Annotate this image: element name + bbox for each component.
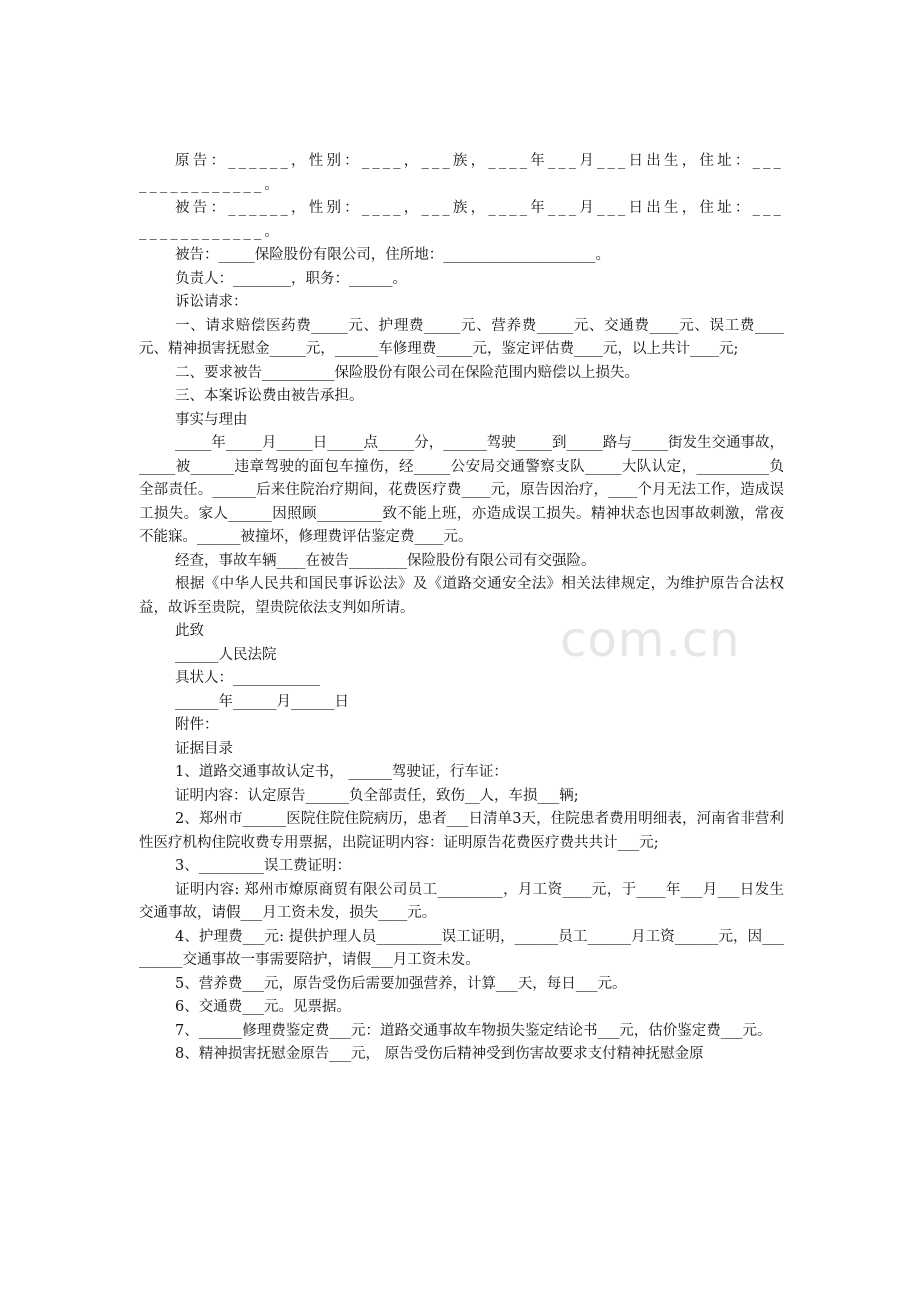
facts-body: _____年_____月_____日_____点_____分，______驾驶_____到_____路与_____街发生交通事故，_____被______违章驾驶的面包车撞伤，经_____公安局交通警察支队_____大队认定，__________负全部责任。______后来住院治疗期间，花费医疗费____元，原告因治疗，____个月无法工作，造成误工损失。家人______因照顾_________致不能上班，亦造成误工损失。精神状态也因事故刺激，常夜不能寐。______被撞坏，修理费评估鉴定费____元。 (139, 435, 784, 545)
watermark: com.cn (560, 612, 741, 668)
claim-3: 三、本案诉讼费由被告承担。 (175, 388, 364, 404)
legal-basis: 根据《中华人民共和国民事诉讼法》及《道路交通安全法》相关法律规定，为维护原告合法权益，故诉至贵院，望贵院依法支判如所请。 (139, 576, 784, 616)
responsible-person: 负责人：________，职务：______。 (175, 270, 407, 287)
evidence-item-8: 8、精神损害抚慰金原告___元， 原告受伤后精神受到伤害故要求支付精神抚慰金原 (175, 1046, 704, 1062)
defendant-info: 被告：______，性别：____，___族，____年___月___日出生，住址：_______________。 (139, 200, 784, 240)
investigation-note: 经查，事故车辆____在被告________保险股份有限公司有交强险。 (175, 552, 596, 569)
evidence-list-heading: 证据目录 (175, 740, 233, 757)
claim-1: 一、请求赔偿医药费_____元、护理费_____元、营养费_____元、交通费____元、误工费____元、精神损害抚慰金_____元，______车修理费_____元，鉴定评估费____元，以上共计____元; (139, 317, 784, 357)
date-line: ______年______月______日 (175, 693, 349, 710)
evidence-item-4: 4、护理费___元: 提供护理人员_________误工证明，______员工______月工资______元，因_________交通事故一事需要陪护，请假___月工资未发。 (139, 928, 784, 968)
signatory: 具状人：____________ (175, 670, 320, 686)
evidence-item-6: 6、交通费___元。见票据。 (175, 999, 351, 1015)
plaintiff-info: 原告：______，性别：____，___族，____年___月___日出生，住址：_______________。 (139, 153, 784, 193)
defendant-insurer: 被告：_____保险股份有限公司，住所地：_____________________。 (175, 247, 610, 263)
complaint-document (139, 150, 784, 1067)
evidence-item-7: 7、______修理费鉴定费___元：道路交通事故车物损失鉴定结论书___元，估价鉴定费___元。 (175, 1022, 772, 1039)
claims-heading: 诉讼请求： (175, 294, 248, 310)
salutation: 此致 (175, 623, 204, 639)
attachments-heading: 附件： (175, 717, 219, 733)
evidence-item-3: 3、_________误工费证明： (175, 858, 351, 874)
evidence-item-1-proof: 证明内容：认定原告______负全部责任，致伤__人，车损___辆; (175, 787, 579, 804)
evidence-item-1: 1、道路交通事故认定书， ______驾驶证，行车证： (175, 764, 508, 780)
evidence-item-3-proof: 证明内容: 郑州市燎原商贸有限公司员工_________，月工资____元，于____年___月___日发生交通事故，请假___月工资未发，损失____元。 (139, 881, 784, 921)
facts-heading: 事实与理由 (175, 411, 248, 428)
court-name: ______人民法院 (175, 646, 277, 663)
evidence-item-2: 2、郑州市______医院住院住院病历，患者___日清单3天，住院患者费用明细表，河南省非营利性医疗机构住院收费专用票据，出院证明内容：证明原告花费医疗费共共计___元; (139, 811, 784, 851)
evidence-item-5: 5、营养费___元，原告受伤后需要加强营养，计算___天，每日___元。 (175, 975, 627, 992)
claim-2: 二、要求被告__________保险股份有限公司在保险范围内赔偿以上损失。 (175, 364, 639, 381)
